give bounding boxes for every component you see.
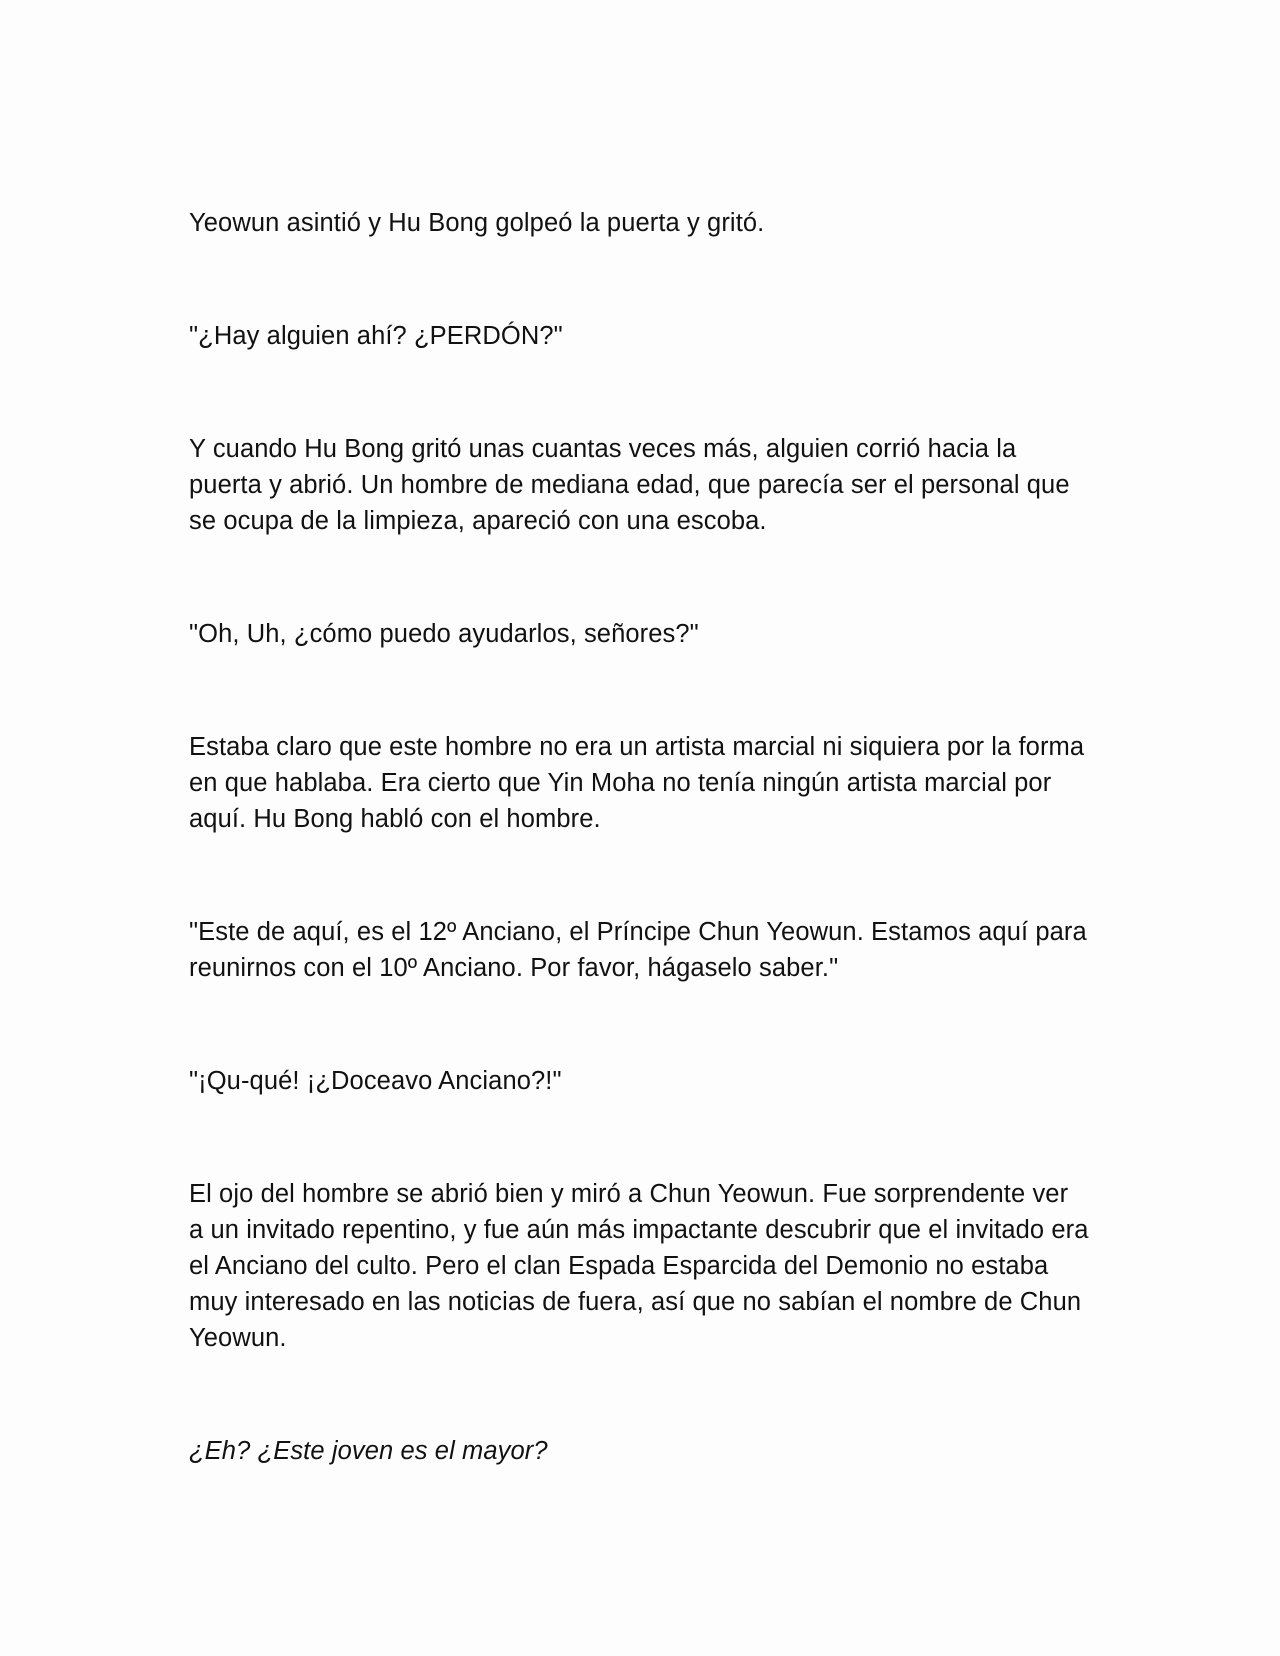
paragraph-9-italic-thought: ¿Eh? ¿Este joven es el mayor? xyxy=(189,1437,548,1465)
paragraph-8: El ojo del hombre se abrió bien y miró a Chun Yeowun. Fue sorprendente ver a un invitado repentino, y fue aún más impactante descubrir que el invitado era el Anciano del culto. Pero el clan Espada Esparcida del Demonio no estaba muy interesado en las noticias de fuera, así que no sabían el nombre de Chun Yeowun. xyxy=(189,1180,1089,1352)
paragraph-7: "¡Qu-qué! ¡¿Doceavo Anciano?!" xyxy=(189,1067,562,1095)
paragraph-4: "Oh, Uh, ¿cómo puedo ayudarlos, señores?" xyxy=(189,620,699,648)
paragraph-6: "Este de aquí, es el 12º Anciano, el Príncipe Chun Yeowun. Estamos aquí para reunirnos con el 10º Anciano. Por favor, hágaselo saber." xyxy=(189,918,1087,982)
paragraph-5: Estaba claro que este hombre no era un artista marcial ni siquiera por la forma en que hablaba. Era cierto que Yin Moha no tenía ningún artista marcial por aquí. Hu Bong habló con el hombre. xyxy=(189,733,1085,833)
paragraph-1: Yeowun asintió y Hu Bong golpeó la puerta y gritó. xyxy=(189,209,765,237)
paragraph-2: "¿Hay alguien ahí? ¿PERDÓN?" xyxy=(189,322,563,350)
paragraph-3: Y cuando Hu Bong gritó unas cuantas veces más, alguien corrió hacia la puerta y abrió. Un hombre de mediana edad, que parecía ser el personal que se ocupa de la limpieza, apareció con una escoba. xyxy=(189,435,1070,535)
document-body xyxy=(189,205,1089,1546)
